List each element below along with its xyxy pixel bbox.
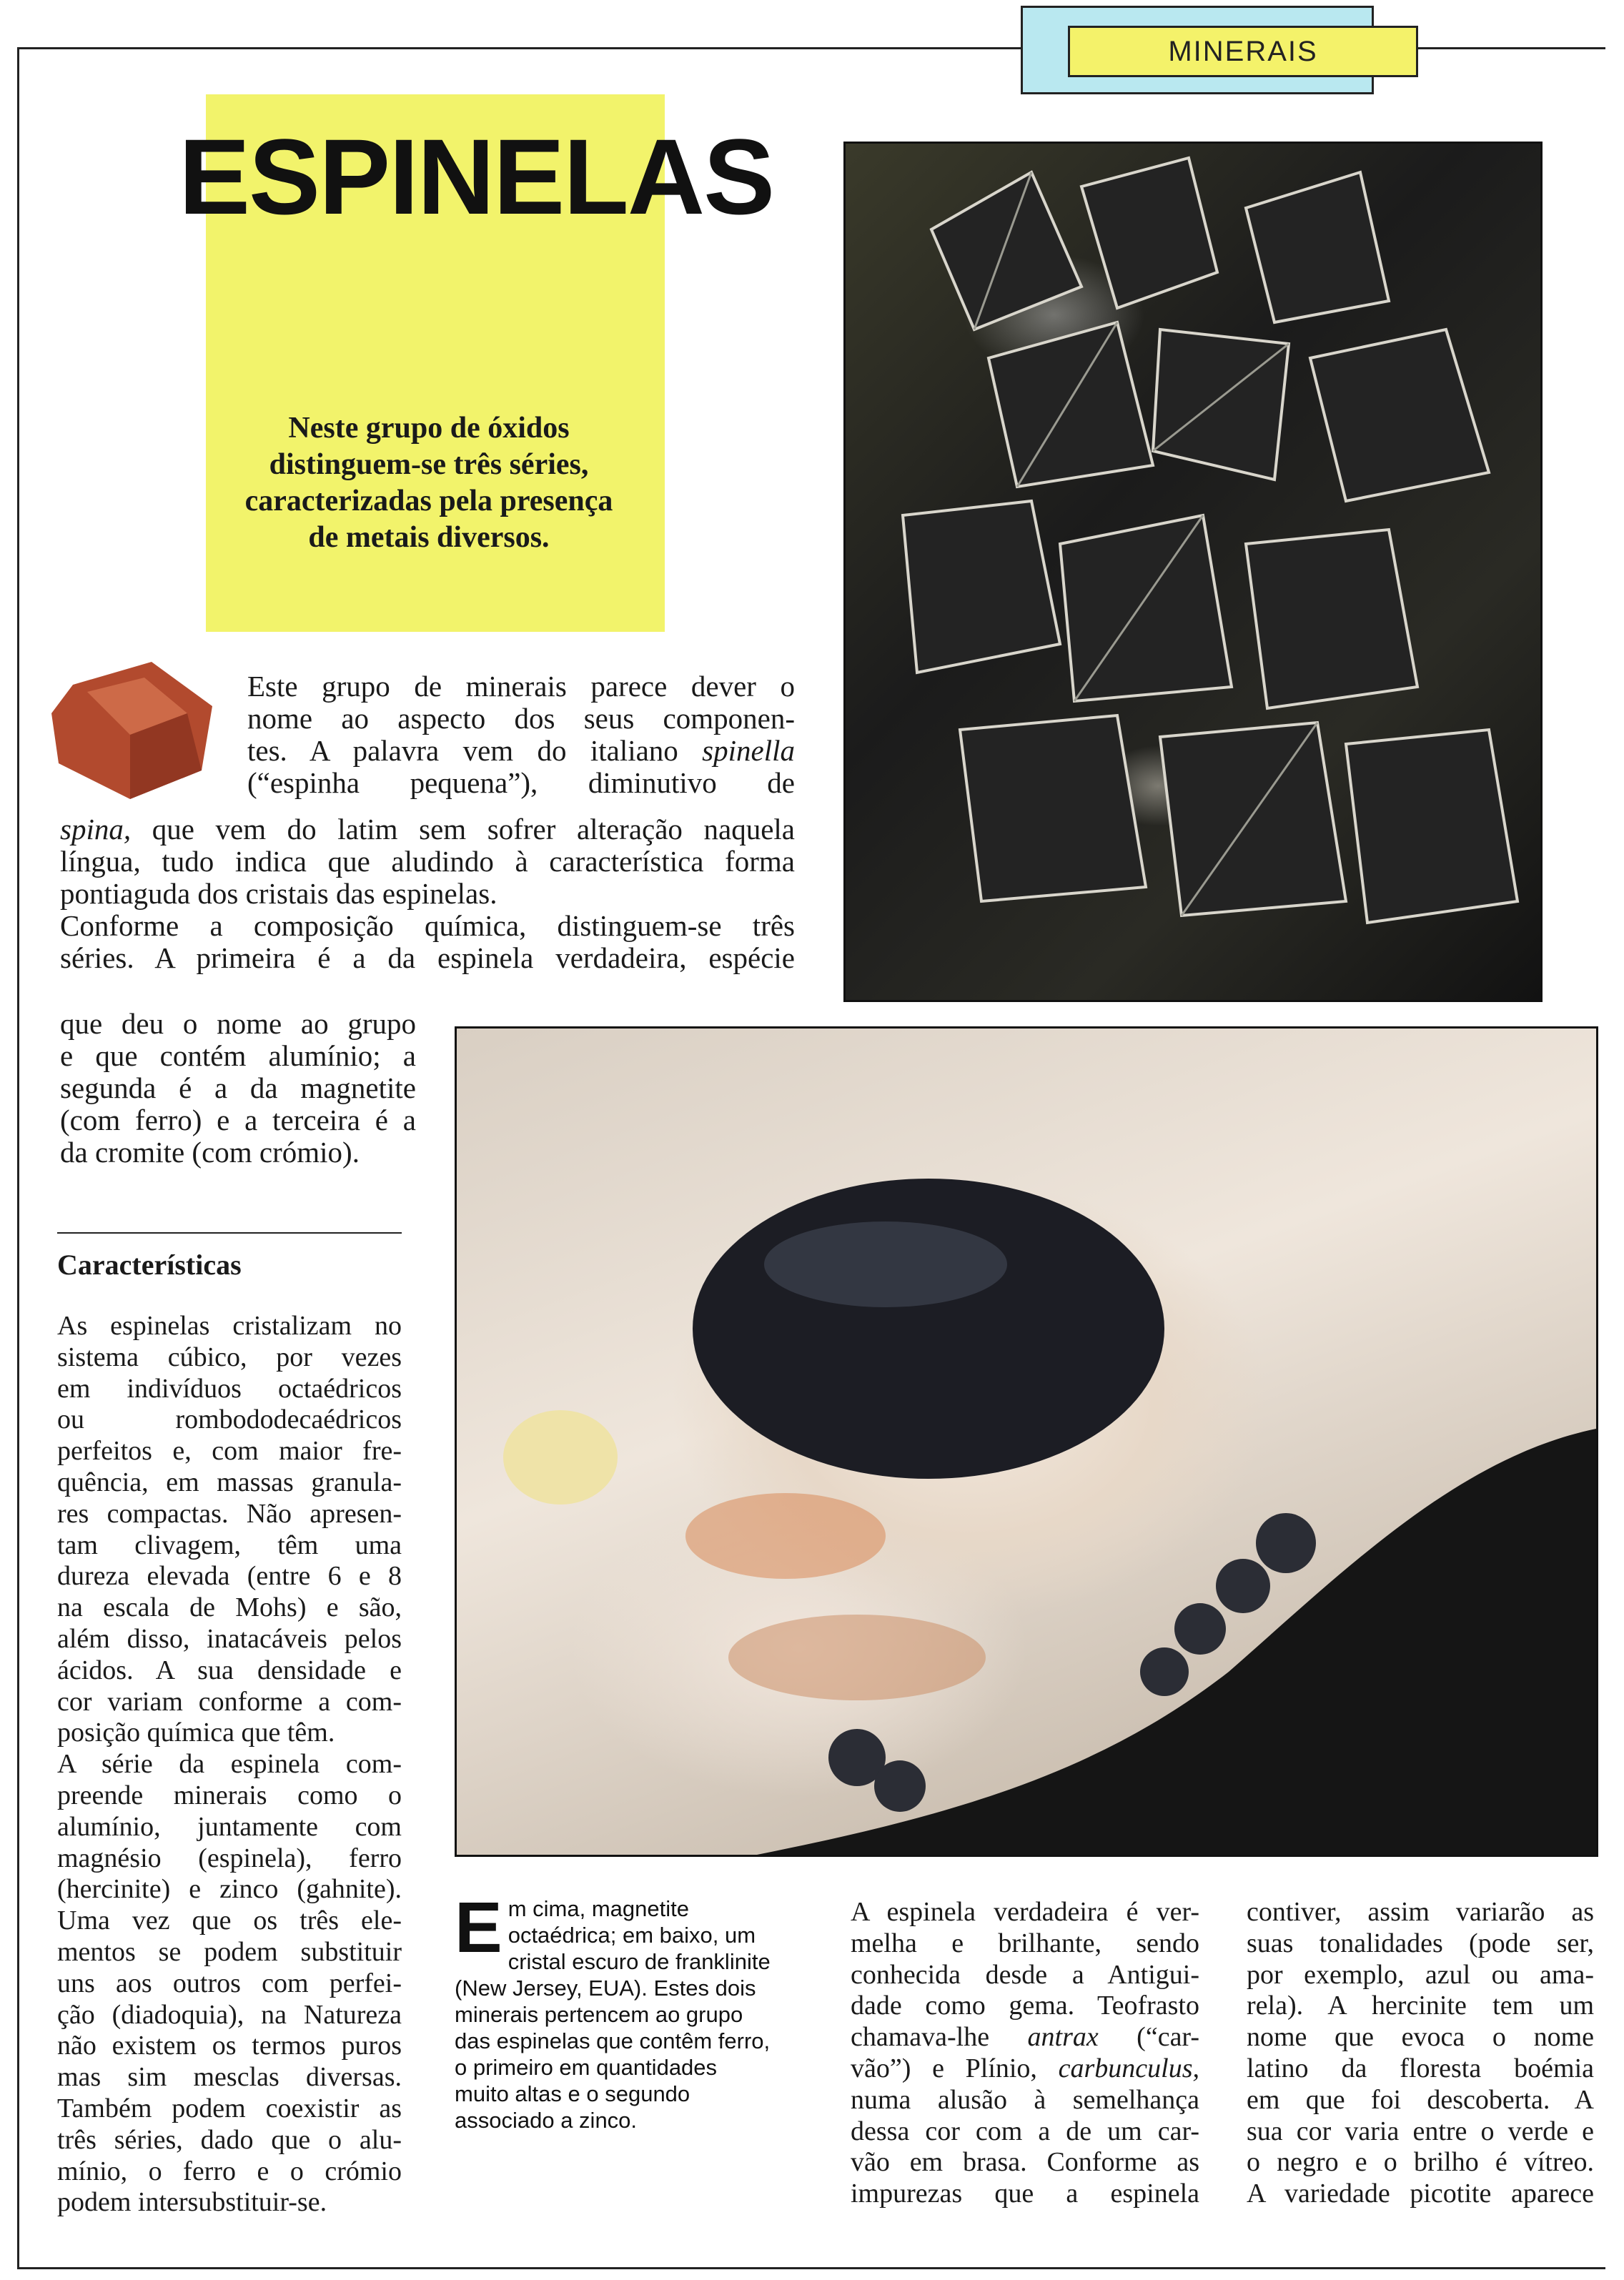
- text-line: Uma vez que os três ele-: [57, 1905, 402, 1936]
- text-line: impurezas que a espinela: [851, 2179, 1199, 2209]
- frame-left-rule: [17, 47, 19, 2269]
- column-middle-text: [851, 1897, 1199, 2210]
- text-line: pontiaguda dos cristais das espinelas.: [60, 877, 497, 910]
- section-tab: [1068, 26, 1418, 77]
- photo-caption: [455, 1888, 791, 2133]
- text-line: (com ferro) e a terceira é a: [60, 1104, 416, 1136]
- text-line: Conforme a composição química, distinguem-se três: [60, 909, 795, 942]
- text-line: podem intersubstituir-se.: [57, 2187, 327, 2218]
- intro-paragraph-top: [247, 670, 795, 799]
- text-line: A espinela verdadeira é ver-: [851, 1897, 1199, 1927]
- text-line: mentos se podem substituir: [57, 1936, 402, 1967]
- italic-term: spinella: [702, 734, 795, 767]
- text-line: ção (diadoquia), na Natureza: [57, 1999, 402, 2030]
- text-line: res compactas. Não apresen-: [57, 1498, 402, 1529]
- text-line: mas sim mesclas diversas.: [57, 2062, 402, 2093]
- photo-magnetite-crystals: [843, 142, 1543, 1002]
- text-line: que deu o nome ao grupo: [60, 1007, 416, 1040]
- text-line: preende minerais como o: [57, 1780, 402, 1810]
- text-line: cor variam conforme a com-: [57, 1686, 402, 1717]
- italic-term: spina,: [60, 813, 132, 846]
- text-line: perfeitos e, com maior fre-: [57, 1436, 402, 1467]
- text-line: ou rombododecaédricos: [57, 1404, 402, 1435]
- section-divider: [57, 1232, 402, 1234]
- text-line: (“espinha pequena”), diminutivo de: [247, 766, 795, 799]
- text-line: latino da floresta boémia: [1247, 2053, 1594, 2083]
- text-line: vão em brasa. Conforme as: [851, 2147, 1199, 2178]
- photo-spinel-crystal: [44, 656, 223, 806]
- text-line: (hercinite) e zinco (gahnite).: [57, 1874, 402, 1905]
- text-line: mínio, o ferro e o crómio: [57, 2156, 402, 2186]
- text-line: uns aos outros com perfei-: [57, 1968, 402, 1998]
- text-line: A série da espinela com-: [57, 1749, 402, 1780]
- text-line: tes. A palavra vem do italiano spinella: [247, 734, 795, 767]
- caption-line: muito altas e o segundo: [455, 2081, 690, 2106]
- page-title: ESPINELAS: [179, 117, 774, 237]
- text-line: na escala de Mohs) e são,: [57, 1592, 402, 1623]
- text-line: dureza elevada (entre 6 e 8: [57, 1561, 402, 1592]
- text-line: numa alusão à semelhança: [851, 2084, 1199, 2115]
- text-line: nome que evoca o nome: [1247, 2022, 1594, 2053]
- text-line: segunda é a da magnetite: [60, 1071, 416, 1104]
- text-line: magnésio (espinela), ferro: [57, 1843, 402, 1873]
- text-line: ácidos. A sua densidade e: [57, 1655, 402, 1685]
- section-heading: Características: [57, 1249, 242, 1281]
- text-line: dessa cor com a de um car-: [851, 2116, 1199, 2146]
- text-line: spina, que vem do latim sem sofrer alteração naquela: [60, 813, 795, 846]
- italic-term: antrax: [1027, 2022, 1099, 2053]
- magnetite-crystals-illustration: [846, 144, 1540, 1000]
- italic-term: carbunculus,: [1058, 2053, 1199, 2083]
- text-line: em indivíduos octaédricos: [57, 1373, 402, 1404]
- text-line: posição química que têm.: [57, 1718, 335, 1748]
- text-line: o negro e o brilho é vítreo.: [1247, 2147, 1594, 2178]
- text-line: suas tonalidades (pode ser,: [1247, 1928, 1594, 1958]
- column-right-text: [1247, 1897, 1594, 2210]
- text-line: por exemplo, azul ou ama-: [1247, 1959, 1594, 1990]
- text-line: dade como gema. Teofrasto: [851, 1991, 1199, 2021]
- text-line: Também podem coexistir as: [57, 2093, 402, 2123]
- text-line: séries. A primeira é a da espinela verdadeira, espécie: [60, 941, 795, 974]
- column-left-text: [57, 1311, 402, 2219]
- text-line: nome ao aspecto dos seus componen-: [247, 702, 795, 735]
- caption-line: associado a zinco.: [455, 2108, 638, 2133]
- text-line: alumínio, juntamente com: [57, 1811, 402, 1842]
- text-line: sistema cúbico, por vezes: [57, 1342, 402, 1372]
- text-line: melha e brilhante, sendo: [851, 1928, 1199, 1958]
- lead-paragraph: Neste grupo de óxidos distinguem-se três séries, caracterizadas pela presença de metais diversos.: [244, 412, 613, 554]
- caption-line: o primeiro em quantidades: [455, 2055, 718, 2080]
- text-line: três séries, dado que o alu-: [57, 2124, 402, 2155]
- caption-line: octaédrica; em baixo, um: [508, 1923, 756, 1948]
- franklinite-crystal-illustration: [457, 1029, 1596, 1855]
- photo-franklinite-crystal: [455, 1026, 1598, 1857]
- text-line: As espinelas cristalizam no: [57, 1311, 402, 1341]
- caption-dropcap: E: [455, 1888, 502, 1968]
- red-spinel-illustration: [44, 656, 223, 806]
- text-line: contiver, assim variarão as: [1247, 1897, 1594, 1927]
- caption-line: (New Jersey, EUA). Estes dois: [455, 1976, 756, 2001]
- text-line: conhecida desde a Antigui-: [851, 1959, 1199, 1990]
- frame-bottom-rule: [17, 2267, 1605, 2269]
- caption-line: cristal escuro de franklinite: [508, 1949, 771, 1974]
- text-line: Este grupo de minerais parece dever o: [247, 670, 795, 703]
- text-line: chamava-lhe antrax (“car-: [851, 2022, 1199, 2053]
- text-line: vão”) e Plínio, carbunculus,: [851, 2053, 1199, 2083]
- text-line: da cromite (com crómio).: [60, 1136, 360, 1169]
- text-line: além disso, inatacáveis pelos: [57, 1623, 402, 1654]
- text-line: em que foi descoberta. A: [1247, 2084, 1594, 2115]
- text-line: A variedade picotite aparece: [1247, 2179, 1594, 2209]
- text-line: não existem os termos puros: [57, 2031, 402, 2061]
- text-line: rela). A hercinite tem um: [1247, 1991, 1594, 2021]
- section-label: MINERAIS: [1168, 35, 1318, 67]
- text-line: e que contém alumínio; a: [60, 1039, 416, 1072]
- text-line: tam clivagem, têm uma: [57, 1530, 402, 1560]
- caption-line: minerais pertencem ao grupo: [455, 2002, 743, 2027]
- text-line: sua cor varia entre o verde e: [1247, 2116, 1594, 2146]
- caption-line: m cima, magnetite: [508, 1896, 689, 1921]
- intro-paragraph-full: [60, 813, 795, 974]
- text-line: língua, tudo indica que aludindo à característica forma: [60, 845, 795, 878]
- caption-line: das espinelas que contêm ferro,: [455, 2028, 771, 2053]
- intro-paragraph-narrow: [60, 1008, 416, 1169]
- text-line: quência, em massas granula-: [57, 1467, 402, 1497]
